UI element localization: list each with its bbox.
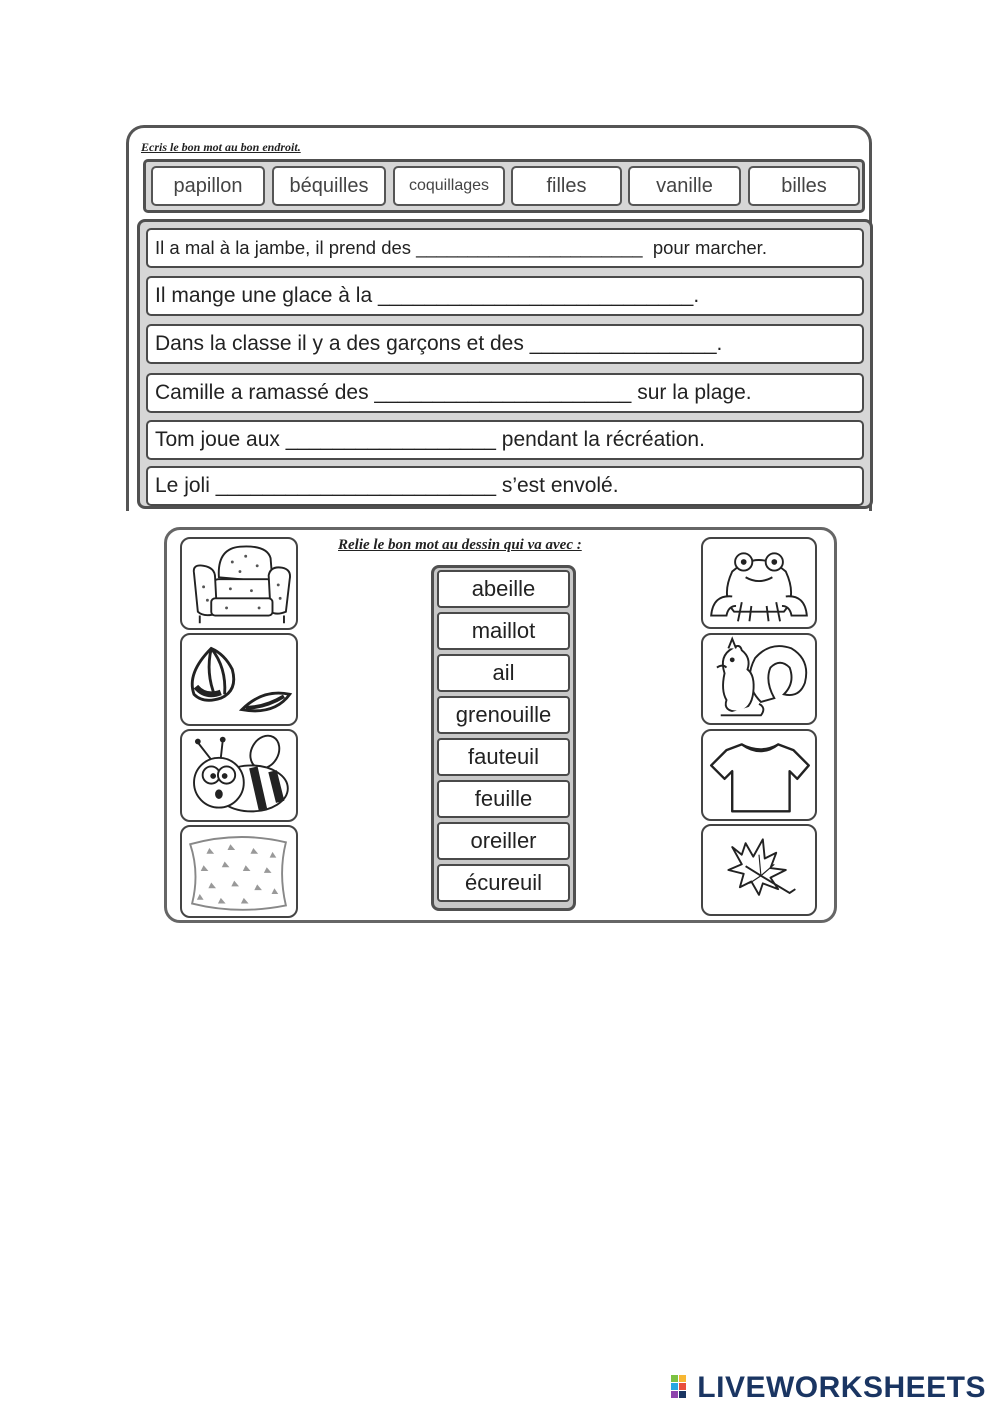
picture-frog[interactable] [701,537,817,629]
word-chip-billes[interactable]: billes [748,166,860,206]
tshirt-icon [703,731,815,819]
match-word-abeille[interactable]: abeille [437,570,570,608]
word-chip-vanille[interactable]: vanille [628,166,741,206]
bee-icon [182,731,296,820]
armchair-icon [182,539,296,628]
sentence-row[interactable]: Tom joue aux __________________ pendant la récréation. [146,420,864,460]
word-chip-papillon[interactable]: papillon [151,166,265,206]
exercise2-title: Relie le bon mot au dessin qui va avec : [338,537,582,553]
picture-leaf[interactable] [701,824,817,916]
exercise-matching [164,527,837,923]
sentence-list [137,219,873,509]
sentence-row[interactable]: Dans la classe il y a des garçons et des ________________. [146,324,864,364]
match-word-oreiller[interactable]: oreiller [437,822,570,860]
match-word-column [431,565,576,911]
exercise1-title: Ecris le bon mot au bon endroit. [141,140,301,154]
liveworksheets-logo [671,1371,986,1405]
picture-squirrel[interactable] [701,633,817,725]
picture-tshirt[interactable] [701,729,817,821]
match-word-grenouille[interactable]: grenouille [437,696,570,734]
picture-armchair[interactable] [180,537,298,630]
match-word-ecureuil[interactable]: écureuil [437,864,570,902]
leaf-icon [703,826,815,914]
frog-icon [703,539,815,627]
word-chip-filles[interactable]: filles [511,166,622,206]
sentence-row[interactable]: Le joli ________________________ s’est envolé. [146,466,864,506]
pillow-icon [182,827,296,916]
picture-pillow[interactable] [180,825,298,918]
match-word-fauteuil[interactable]: fauteuil [437,738,570,776]
word-bank [143,159,865,213]
exercise-fill-in [126,125,872,511]
word-chip-bequilles[interactable]: béquilles [272,166,386,206]
sentence-row[interactable]: Il a mal à la jambe, il prend des ______________________ pour marcher. [146,228,864,268]
word-chip-coquillages[interactable]: coquillages [393,166,505,206]
picture-garlic[interactable] [180,633,298,726]
match-word-maillot[interactable]: maillot [437,612,570,650]
squirrel-icon [703,635,815,723]
sentence-row[interactable]: Camille a ramassé des ______________________ sur la plage. [146,373,864,413]
picture-bee[interactable] [180,729,298,822]
brand-text: LIVEWORKSHEETS [697,1371,986,1404]
liveworksheets-icon [671,1373,695,1403]
match-word-feuille[interactable]: feuille [437,780,570,818]
garlic-icon [182,635,296,724]
sentence-row[interactable]: Il mange une glace à la ___________________________. [146,276,864,316]
match-word-ail[interactable]: ail [437,654,570,692]
